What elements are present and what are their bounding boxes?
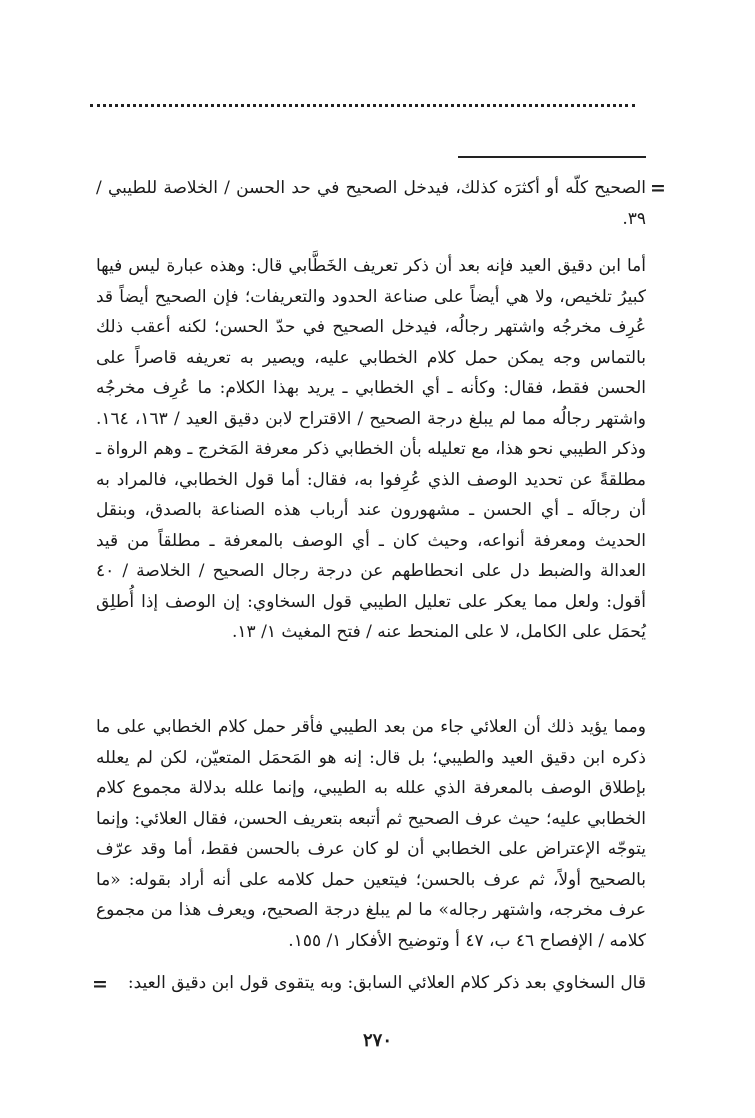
footnote-paragraph-2: أما ابن دقيق العيد فإنه بعد أن ذكر تعريف الخَطَّابي قال: وهذه عبارة ليس فيها كبيرُ تلخيص، ولا هي أيضاً على صناعة الحدود والتعريفات؛ فإن الصحيح أيضاً قد عُرِف مخرجُه واشتهر رجالُه، فيدخل الصحيح في حدّ الحسن؛ لكنه أعقب ذلك بالتماس وجه يمكن حمل كلام الخطابي عليه، ويصير به تعريفه قاصراً على الحسن فقط، فقال: وكأنه ـ أي الخطابي ـ يريد بهذا الكلام: ما عُرِف مخرجُه واشتهر رجالُه مما لم يبلغ درجة الصحيح / الاقتراح لابن دقيق العيد / ١٦٣، ١٦٤. وذكر الطيبي نحو هذا، مع تعليله بأن الخطابي ذكر معرفة المَخرج ـ وهم الرواة ـ مطلقةً عن تحديد الوصف الذي عُرِفوا به، فقال: أما قول الخطابي، فالمراد به أن رجالَه ـ أي الحسن ـ مشهورون عند أرباب هذه الصناعة بالصدق، وبنقل الحديث ومعرفة أنواعه، وحيث كان ـ أي الوصف بالمعرفة ـ مطلقاً من قيد العدالة والضبط دل على انحطاطهم عن درجة رجال الصحيح / الخلاصة / ٤٠ أقول: ولعل مما يعكر على تعليل الطيبي قول السخاوي: إن الوصف إذا أُطلِق يُحمَل على الكامل، لا على المنحط عنه / فتح المغيث ١/ ١٣. [96, 256, 646, 642]
footnote-paragraph-3: ومما يؤيد ذلك أن العلائي جاء من بعد الطيبي فأقر حمل كلام الخطابي على ما ذكره ابن دقيق العيد والطيبي؛ بل قال: إنه هو المَحمَل المتعيّن، لكن لم يعلله بإطلاق الوصف بالمعرفة الذي علله به الطيبي، وإنما علله بدلالة مجموع كلام الخطابي عليه؛ حيث عرف الصحيح ثم أتبعه بتعريف الحسن، فقال العلائي: وإنما يتوجّه الإعتراض على الخطابي أن لو كان عرف بالحسن فقط، أما وقد عرّف بالصحيح أولاً، ثم عرف بالحسن؛ فيتعين حمل كلامه على أنه أراد بقوله: «ما عرف مخرجه، واشتهر رجاله» ما لم يبلغ درجة الصحيح، ويعرف هذا من مجموع كلامه / الإفصاح ٤٦ ب، ٤٧ أ وتوضيح الأفكار ١/ ١٥٥. [96, 717, 646, 951]
dotted-separator [90, 104, 635, 107]
footnote-continuation-marker-bottom: = [92, 973, 108, 995]
footnote-paragraph-4: قال السخاوي بعد ذكر كلام العلائي السابق: وبه يتقوى قول ابن دقيق العيد: [127, 973, 646, 993]
footnote-paragraph-1: الصحيح كلّه أو أكثرَه كذلك، فيدخل الصحيح في حد الحسن / الخلاصة للطيبي / ٣٩. [96, 178, 646, 229]
footnote-separator-line [458, 156, 646, 158]
page-number: ٢٧٠ [362, 1030, 392, 1051]
footnote-continuation-marker-top: = [650, 177, 666, 199]
